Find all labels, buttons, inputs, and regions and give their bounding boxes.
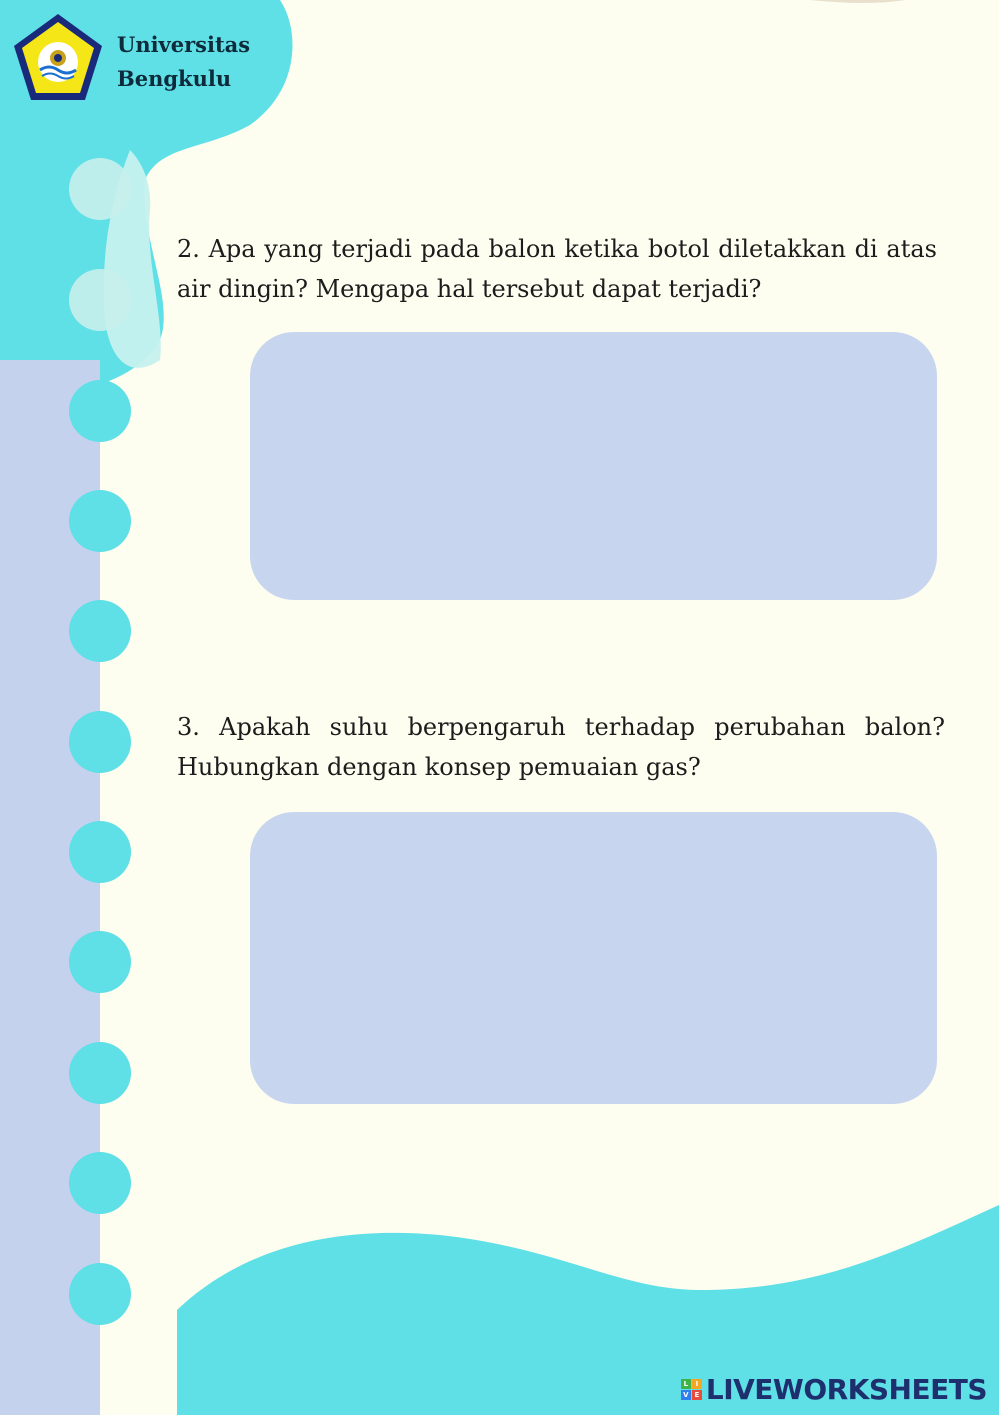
binder-hole — [69, 380, 131, 442]
liveworksheets-logo[interactable] — [681, 1371, 987, 1407]
binder-hole — [69, 1263, 131, 1325]
binder-hole — [69, 931, 131, 993]
liveworksheets-grid-icon: L I V E — [681, 1379, 702, 1400]
binder-hole — [69, 1042, 131, 1104]
liveworksheets-wordmark: LIVEWORKSHEETS — [705, 1372, 987, 1406]
binder-hole — [69, 1152, 131, 1214]
binder-hole — [69, 711, 131, 773]
binder-hole — [69, 490, 131, 552]
brand-line-2: Bengkulu — [117, 66, 232, 91]
answer-box-2[interactable] — [250, 332, 937, 600]
top-right-arc — [810, 0, 905, 3]
binder-hole — [69, 158, 131, 220]
question-2: 2. Apa yang terjadi pada balon ketika botol diletakkan di atas air dingin? Mengapa hal tersebut dapat terjadi? — [177, 235, 937, 303]
question-3: 3. Apakah suhu berpengaruh terhadap perubahan balon? Hubungkan dengan konsep pemuaian gas? — [177, 713, 945, 781]
binder-hole — [69, 600, 131, 662]
brand-name — [117, 28, 250, 96]
binder-hole — [69, 821, 131, 883]
university-seal-icon — [12, 12, 104, 104]
binder-hole — [69, 269, 131, 331]
brand-line-1: Universitas — [117, 32, 251, 57]
answer-box-3[interactable] — [250, 812, 937, 1104]
